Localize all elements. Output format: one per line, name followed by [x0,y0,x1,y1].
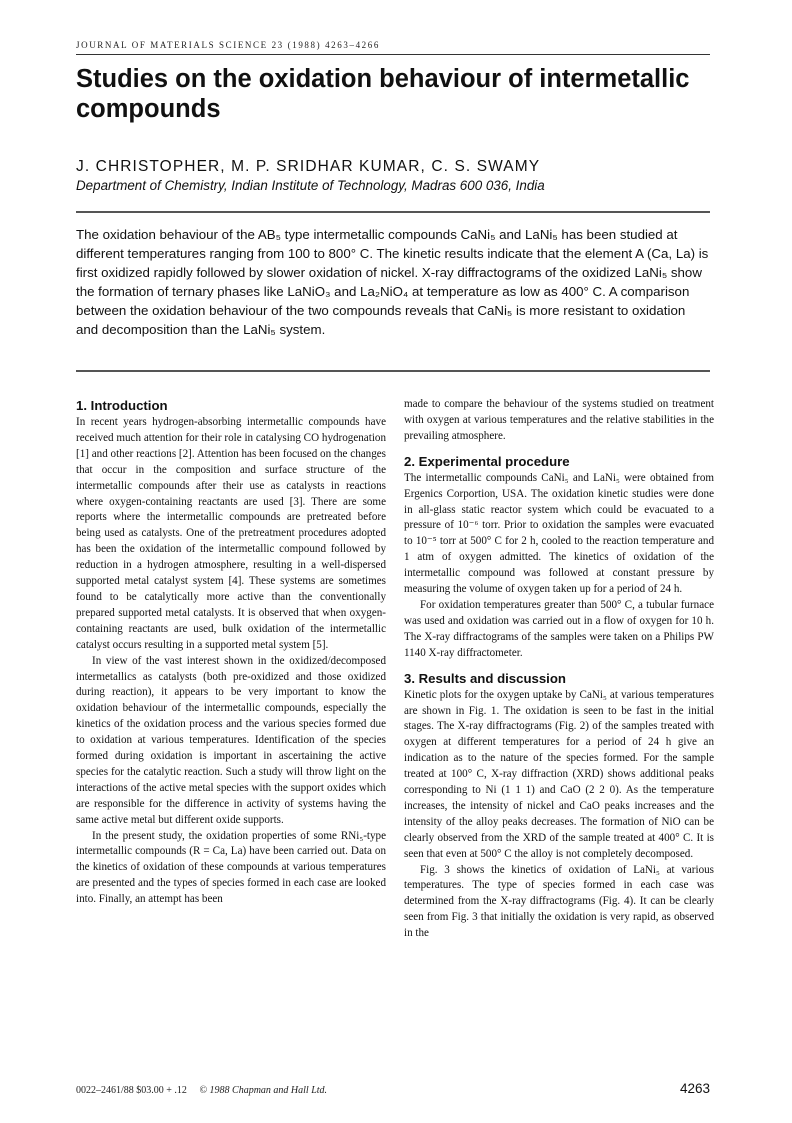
section-heading-results: 3. Results and discussion [404,670,566,686]
page-number: 4263 [679,1081,710,1096]
section-heading-experimental: 2. Experimental procedure [404,453,570,469]
results-paragraph-2: Fig. 3 shows the kinetics of oxidation of LaNi₅ at various temperatures. The type of species formed in each case was determined from the X-ray diffractograms (Fig. 4). It can be clearly seen from Fig. 3 that initially the oxidation is very rapid, as observed in the [404,863,714,940]
abstract: The oxidation behaviour of the AB₅ type intermetallic compounds CaNi₅ and LaNi₅ has been studied at different temperatures ranging from 100 to 800° C. The kinetic results indicate that the element A (Ca, La) is first oxidized rapidly followed by slower oxidation of nickel. X-ray diffractograms of the oxidized LaNi₅ show the formation of ternary phases like LaNiO₃ and La₂NiO₄ at temperature as low as 400° C. A comparison between the oxidation behaviour of the two compounds reveals that CaNi₅ is more resistant to oxidation and decomposition than the LaNi₅ system. [76,227,709,337]
left-column [76,397,386,908]
intro-paragraph-3-continued: made to compare the behaviour of the systems studied on treatment with oxygen at various temperatures and the relative stabilities in the prevailing atmosphere. [404,398,714,442]
copyright-notice: © 1988 Chapman and Hall Ltd. [199,1085,328,1096]
paper-title: Studies on the oxidation behaviour of intermetallic compounds [76,65,690,123]
intro-paragraph-1: In recent years hydrogen-absorbing intermetallic compounds have received much attention for their role in catalysing CO hydrogenation [1] and other reactions [2]. Attention has been focused on the changes that occur in the composition and surface structure of the intermetallic compounds after their use as catalysts in reactions where oxygen-containing reactants are used [3]. There are some reports where the intermetallic compounds are pretreated before being used as catalysts. One of the pretreatment procedures adopted has been the oxidation of the intermetallic compound followed by reduction in a hydrogen atmosphere, resulting in a well-dispersed supported metal catalyst system [4]. These systems are sometimes found to be catalytically more active than the conventionally prepared supported metal catalysts. It is observed that when oxygen-containing reactants are used, bulk oxidation of the intermetallic catalyst occurs resulting in a supported metal system [5]. [76,416,386,651]
right-column [404,397,714,942]
experimental-paragraph-1: The intermetallic compounds CaNi₅ and LaNi₅ were obtained from Ergenics Corportion, USA. The oxidation kinetic studies were done in all-glass static reactor system which could be evacuated to a pressure of 10⁻⁶ torr. Prior to oxidation the samples were evacuated to 10⁻⁵ torr at 500° C for 2 h, cooled to the reaction temperature and 1 atm of oxygen admitted. The kinetics of oxidation of the intermetallic compound was followed at constant pressure by measuring the volume of oxygen taken up for a period of 24 h. [404,471,714,596]
header-rule [76,54,710,55]
abstract-top-rule [76,211,710,213]
intro-paragraph-2: In view of the vast interest shown in the oxidized/decomposed intermetallics as catalysts (both pre-oxidized and those oxidized during reaction), it appears to be very important to know the oxidation behaviour of the intermetallic compounds, especially the kinetics of the oxidation process and the various species formed due to oxidation at various temperatures. Identification of the species formed during oxidation is important in ascertaining the active species for the catalytic reaction. Such a study will throw light on the interactions of the active metal species with the support oxides which are responsible for the difference in activity of systems having the same active metal but different oxide supports. [76,654,386,826]
affiliation: Department of Chemistry, Indian Institute of Technology, Madras 600 036, India [76,178,545,193]
section-spacer [404,445,714,453]
section-spacer [404,662,714,670]
section-heading-introduction: 1. Introduction [76,398,168,413]
footer-code [76,1085,327,1096]
journal-header: JOURNAL OF MATERIALS SCIENCE 23 (1988) 4263–4266 [76,40,380,50]
author-list: J. CHRISTOPHER, M. P. SRIDHAR KUMAR, C. S. SWAMY [76,158,541,175]
issn-price: 0022–2461/88 $03.00 + .12 [76,1085,187,1096]
intro-paragraph-3: In the present study, the oxidation properties of some RNi₅-type intermetallic compounds (R = Ca, La) have been carried out. Data on the kinetics of oxidation of these compounds at various temperatures are presented and the types of species formed in each case are looked into. Finally, an attempt has been [76,829,386,906]
experimental-paragraph-2: For oxidation temperatures greater than 500° C, a tubular furnace was used and oxidation was carried out in a flow of oxygen for 10 h. The X-ray diffractograms of the samples were taken on a Philips PW 1140 X-ray diffractometer. [404,598,714,659]
results-paragraph-1: Kinetic plots for the oxygen uptake by CaNi₅ at various temperatures are shown in Fig. 1. The oxidation is seen to be fast in the initial stages. The X-ray diffractograms (Fig. 2) of the samples treated with oxygen at different temperatures for a period of 24 h give an indication as to the nature of the species formed. For the sample treated at 100° C, X-ray diffraction (XRD) shows additional peaks corresponding to Ni (1 1 1) and CaO (2 2 0). As the temperature increases, the intensity of nickel and CaO peaks increases and the intensity of the alloy peaks decreases. The formation of NiO can be clearly observed from the XRD of the sample treated at 400° C. It is seen that even at 500° C the alloy is not completely decomposed. [404,688,714,860]
abstract-bottom-rule [76,370,710,372]
